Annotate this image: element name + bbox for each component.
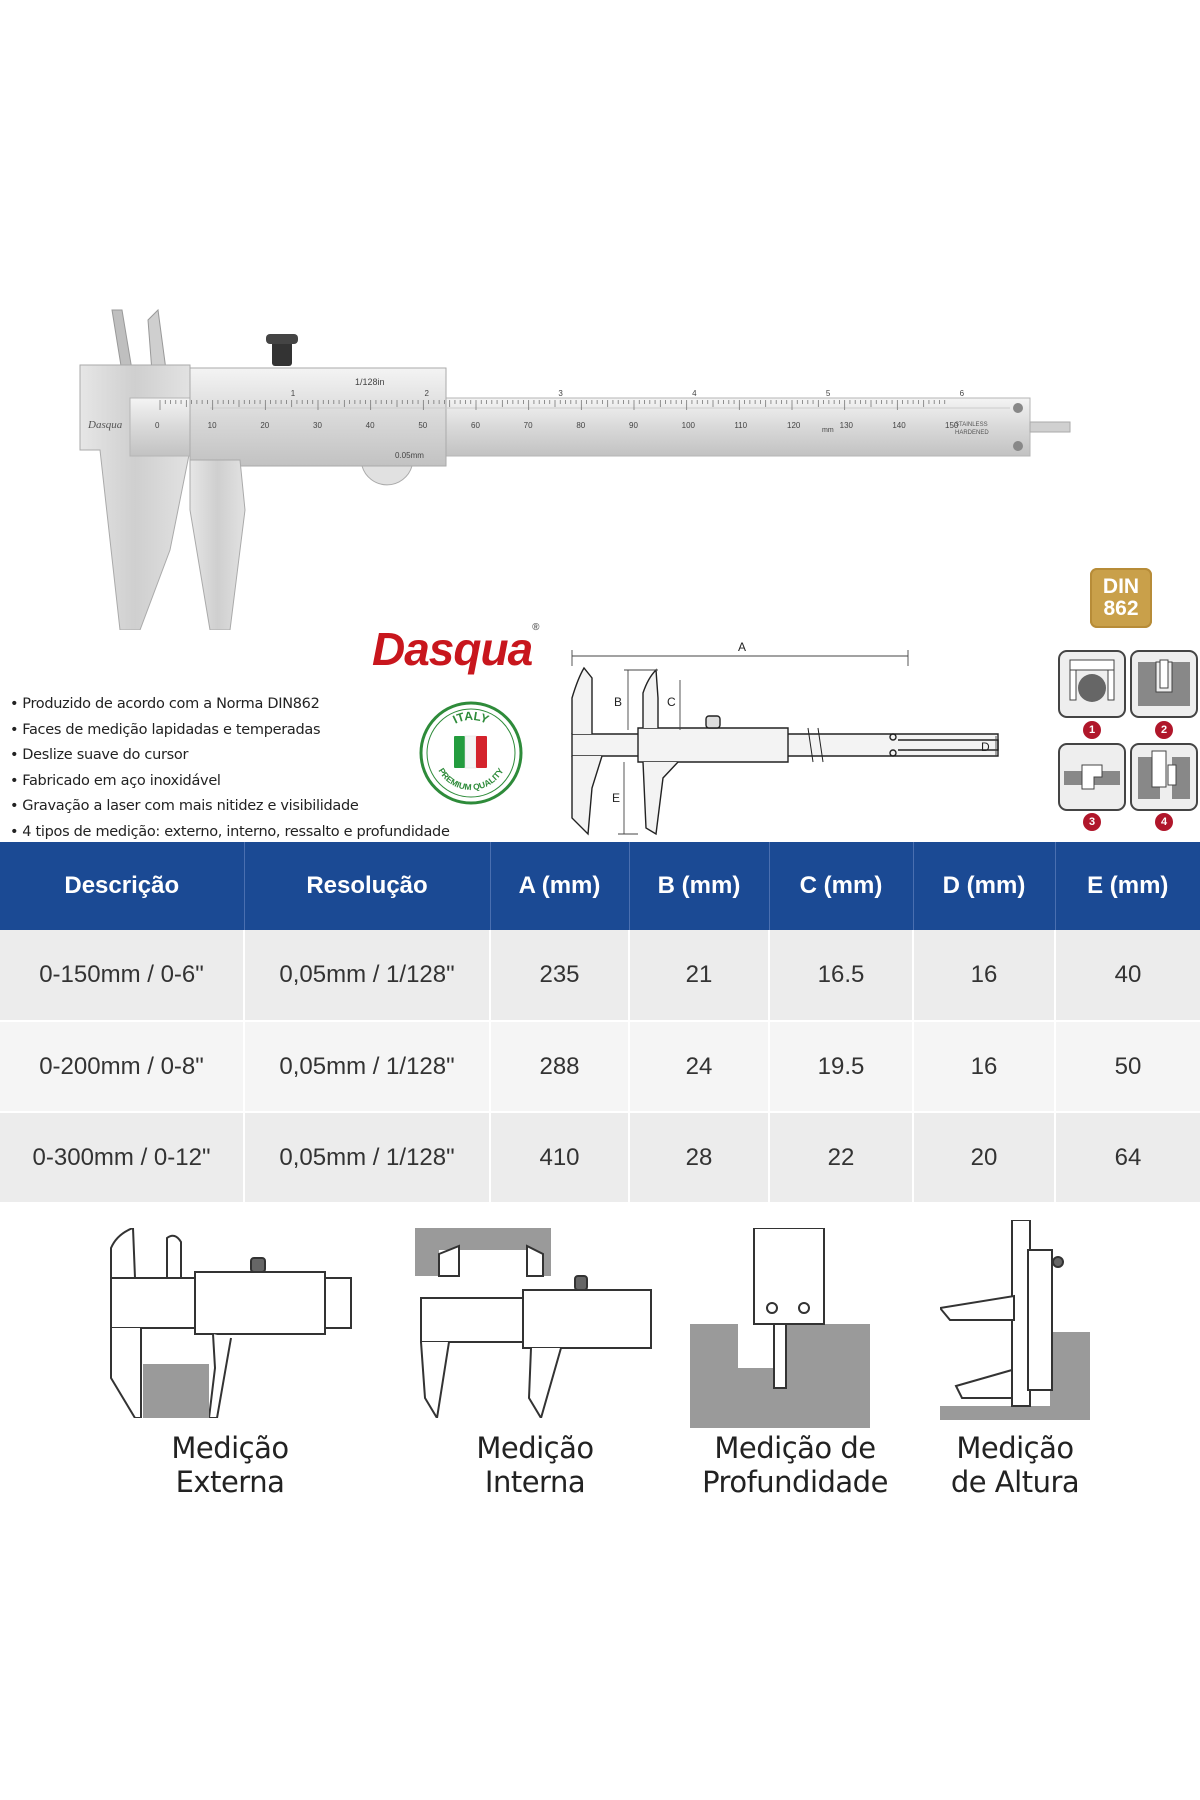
label-line-1: Medição [956, 1431, 1074, 1465]
column-header-c: C (mm) [769, 842, 913, 930]
table-cell: 50 [1055, 1021, 1200, 1112]
scale-mm-label: 0 [155, 421, 160, 430]
type-number-badge: 2 [1155, 721, 1173, 739]
italy-premium-quality-seal [418, 700, 524, 806]
vernier-inch-label: 1/128in [355, 377, 385, 387]
label-line-2: Profundidade [702, 1465, 888, 1499]
scale-inch-label: 3 [558, 389, 563, 398]
label-line-1: Medição [476, 1431, 594, 1465]
table-cell: 24 [629, 1021, 769, 1112]
external-measurement-illustration [105, 1228, 355, 1418]
registered-mark: ® [532, 622, 539, 633]
dim-d-label: D [981, 740, 990, 754]
badge-line-2: 862 [1103, 597, 1139, 620]
scale-inch-label: 1 [290, 389, 296, 398]
table-cell: 410 [490, 1112, 629, 1203]
vernier-mm-label: 0.05mm [395, 451, 424, 460]
internal-measurement-illustration [415, 1228, 655, 1418]
scale-mm-label: 100 [681, 421, 696, 430]
label-line-2: Externa [175, 1465, 285, 1499]
feature-item: • Deslize suave do cursor [10, 743, 450, 769]
seal-quality-text: PREMIUM QUALITY [436, 766, 506, 793]
label-line-2: de Altura [950, 1465, 1080, 1499]
internal-measurement-label [445, 1431, 625, 1499]
type-number-badge: 3 [1083, 813, 1101, 831]
column-header-descricao: Descrição [0, 842, 244, 930]
feature-list [10, 692, 450, 845]
depth-measurement-label [685, 1431, 905, 1499]
column-header-b: B (mm) [629, 842, 769, 930]
specifications-table [0, 842, 1200, 1204]
seal-country-text: ITALY [450, 708, 491, 727]
depth-type-diagram [1130, 743, 1198, 811]
label-line-1: Medição [171, 1431, 289, 1465]
hardened-text: HARDENED [955, 430, 989, 436]
scale-inch-label: 4 [692, 389, 697, 398]
scale-inch-label: 5 [825, 389, 831, 398]
type-number-badge: 1 [1083, 721, 1101, 739]
column-header-a: A (mm) [490, 842, 629, 930]
feature-item: • 4 tipos de medição: externo, interno, ressalto e profundidade [10, 820, 450, 846]
feature-item: • Faces de medição lapidadas e temperadas [10, 718, 450, 744]
stainless-text: STAINLESS [955, 422, 988, 428]
external-measurement-label [140, 1431, 320, 1499]
dim-b-label: B [614, 695, 623, 709]
table-cell: 16 [913, 930, 1055, 1021]
scale-mm-label: 140 [892, 421, 906, 430]
table-cell: 0-200mm / 0-8" [0, 1021, 244, 1112]
table-row [0, 930, 1200, 1021]
scale-mm-label: 60 [471, 421, 480, 430]
scale-mm-label: 20 [260, 421, 270, 430]
scale-mm-label: 120 [787, 421, 801, 430]
feature-item: • Fabricado em aço inoxidável [10, 769, 450, 795]
unit-label: mm [822, 427, 834, 434]
scale-mm-label: 130 [839, 421, 854, 430]
scale-mm-label: 40 [365, 421, 375, 430]
label-line-2: Interna [484, 1465, 586, 1499]
table-cell: 20 [913, 1112, 1055, 1203]
dim-a-label: A [738, 640, 747, 654]
table-cell: 0-300mm / 0-12" [0, 1112, 244, 1203]
feature-item: • Gravação a laser com mais nitidez e visibilidade [10, 794, 450, 820]
table-cell: 235 [490, 930, 629, 1021]
column-header-resolucao: Resolução [244, 842, 490, 930]
dim-e-label: E [612, 791, 621, 805]
caliper-product-image [70, 300, 1080, 630]
table-row [0, 1021, 1200, 1112]
table-header-row [0, 842, 1200, 930]
brand-name: Dasqua [372, 623, 533, 675]
column-header-e: E (mm) [1055, 842, 1200, 930]
external-type-diagram [1058, 650, 1126, 718]
table-cell: 0,05mm / 1/128" [244, 1021, 490, 1112]
scale-mm-label: 110 [734, 421, 748, 430]
scale-mm-label: 10 [207, 421, 217, 430]
internal-type-diagram [1130, 650, 1198, 718]
table-cell: 64 [1055, 1112, 1200, 1203]
height-measurement-label [925, 1431, 1105, 1499]
column-header-d: D (mm) [913, 842, 1055, 930]
scale-mm-label: 70 [523, 421, 533, 430]
step-type-diagram [1058, 743, 1126, 811]
type-number-badge: 4 [1155, 813, 1173, 831]
scale-inch-label: 2 [424, 389, 429, 398]
table-cell: 288 [490, 1021, 629, 1112]
table-cell: 16.5 [769, 930, 913, 1021]
scale-mm-label: 90 [629, 421, 638, 430]
scale-mm-label: 150 [945, 421, 959, 430]
table-cell: 40 [1055, 930, 1200, 1021]
brand-logo [372, 622, 539, 676]
table-cell: 21 [629, 930, 769, 1021]
table-cell: 0,05mm / 1/128" [244, 930, 490, 1021]
scale-inch-label: 6 [959, 389, 965, 398]
feature-item: • Produzido de acordo com a Norma DIN862 [10, 692, 450, 718]
badge-line-1: DIN [1102, 575, 1140, 598]
din-862-badge [1090, 568, 1152, 628]
dimension-schematic [568, 638, 1008, 840]
table-cell: 16 [913, 1021, 1055, 1112]
caliper-jaw-brand: Dasqua [88, 419, 123, 431]
table-cell: 0,05mm / 1/128" [244, 1112, 490, 1203]
scale-mm-label: 80 [576, 421, 586, 430]
table-row [0, 1112, 1200, 1203]
table-cell: 22 [769, 1112, 913, 1203]
table-cell: 0-150mm / 0-6" [0, 930, 244, 1021]
table-cell: 28 [629, 1112, 769, 1203]
dim-c-label: C [667, 695, 676, 709]
scale-mm-label: 50 [418, 421, 428, 430]
scale-mm-label: 30 [313, 421, 322, 430]
table-cell: 19.5 [769, 1021, 913, 1112]
depth-measurement-illustration [690, 1228, 870, 1428]
label-line-1: Medição de [714, 1431, 876, 1465]
height-measurement-illustration [940, 1220, 1090, 1420]
